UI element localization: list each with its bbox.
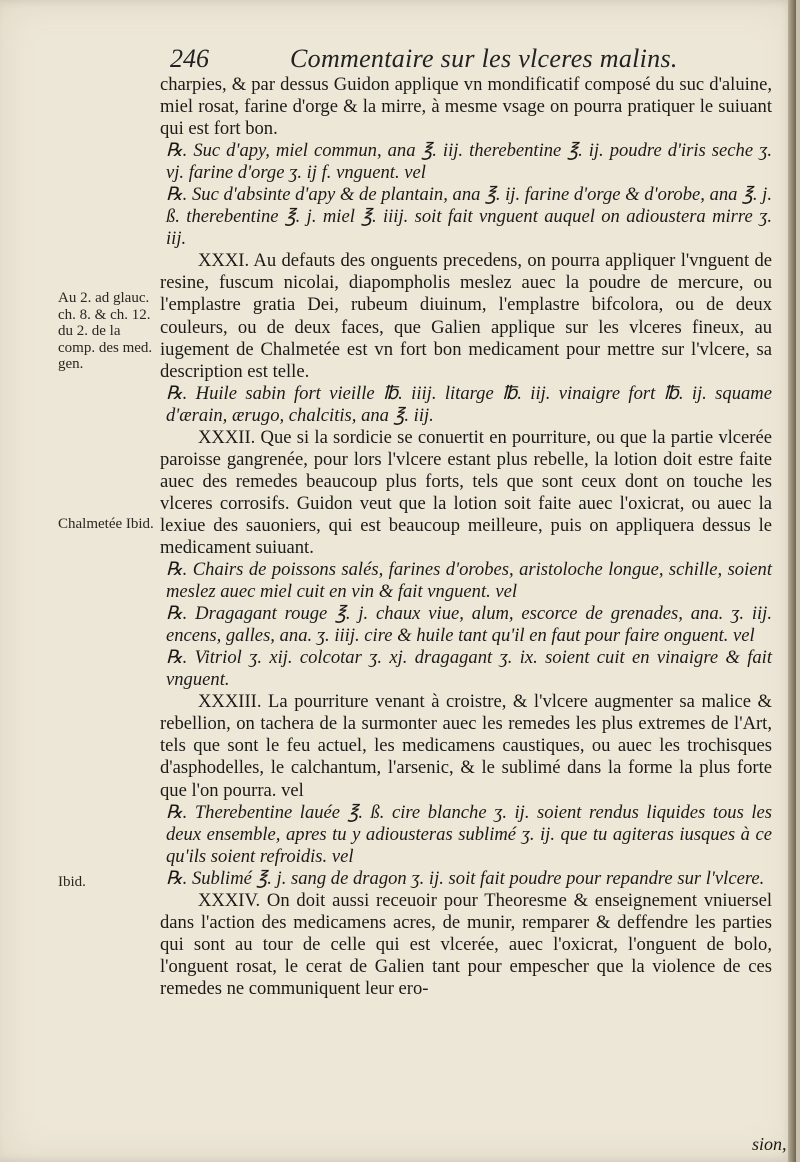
- margin-note-ibid: Ibid.: [58, 874, 86, 890]
- recipe-2: ℞. Suc d'absinte d'apy & de plantain, ana ℥. ij. farine d'orge & d'orobe, ana ℥. j. ß. therebentine ℥. j. miel ℥. iiij. soit fait vnguent auquel on adioustera mirre ʒ. iij.: [166, 184, 772, 250]
- catchword: sion,: [752, 1134, 787, 1154]
- margin-note-chalmetee: Chalmetée Ibid.: [58, 516, 154, 532]
- recipe-6: ℞. Vitriol ʒ. xij. colcotar ʒ. xj. dragagant ʒ. ix. soient cuit en vinaigre & fait vnguent.: [166, 647, 772, 691]
- book-spine-shadow: [788, 0, 796, 1162]
- recipe-5: ℞. Dragagant rouge ℥. j. chaux viue, alum, escorce de grenades, ana. ʒ. iij. encens, galles, ana. ʒ. iiij. cire & huile tant qu'il en faut pour faire onguent. vel: [166, 603, 772, 647]
- paragraph-xxxiv: XXXIV. On doit aussi receuoir pour Theoresme & enseignement vniuersel dans l'action des medicamens acres, de munir, remparer & deffendre les parties qui sont au tour de celle qui est vlcerée, auec l'oxicrat, l'onguent de bolo, l'onguent rosat, le cerat de Galien tant pour empescher que la violence de ces remedes ne communiquent leur ero-: [160, 889, 772, 999]
- recipe-3: ℞. Huile sabin fort vieille ℔. iiij. litarge ℔. iij. vinaigre fort ℔. ij. squame d'ærain, ærugo, chalcitis, ana ℥. iij.: [166, 382, 772, 426]
- paragraph-xxxiii: XXXIII. La pourriture venant à croistre, & l'vlcere augmenter sa malice & rebellion, on tachera de la surmonter auec les remedes les plus extremes de l'Art, tels que sont le feu actuel, les medicamens caustiques, ou auec les trochisques d'asphodelles, le calchantum, l'arsenic, & le sublimé dans la forme la plus forte que l'on pourra. vel: [160, 691, 772, 801]
- recipe-1: ℞. Suc d'apy, miel commun, ana ℥. iij. therebentine ℥. ij. poudre d'iris seche ʒ. vj. farine d'orge ʒ. ij f. vnguent. vel: [166, 140, 772, 184]
- paragraph-xxxii: XXXII. Que si la sordicie se conuertit en pourriture, ou que la partie vlcerée paroisse gangrenée, pour lors l'vlcere estant plus rebelle, la lotion doit estre faite auec des remedes beaucoup plus forts, tels que sont ceux dont on touche les vlceres corrosifs. Guidon veut que la lotion soit faite auec l'oxicrat, ou auec la lexiue des sauoniers, qui est beaucoup meilleure, puis on appliquera dessus le medicament suiuant.: [160, 426, 772, 558]
- recipe-8: ℞. Sublimé ℥. j. sang de dragon ʒ. ij. soit fait poudre pour repandre sur l'vlcere.: [166, 867, 765, 889]
- recipe-4: ℞. Chairs de poissons salés, farines d'orobes, aristoloche longue, schille, soient meslez auec miel cuit en vin & fait vnguent. vel: [166, 559, 772, 603]
- margin-note-reference: Au 2. ad glauc. ch. 8. & ch. 12. du 2. de la comp. des med. gen.: [58, 290, 153, 372]
- recipe-7: ℞. Therebentine lauée ℥. ß. cire blanche ʒ. ij. soient rendus liquides tous les deux ensemble, apres tu y adiousteras sublimé ʒ. ij. que tu agiteras iusques à ce qu'ils soient refroidis. vel: [166, 801, 772, 867]
- paragraph-xxxi: XXXI. Au defauts des onguents precedens, on pourra appliquer l'vnguent de resine, fuscum nicolai, diapompholis meslez auec la poudre de mercure, ou l'emplastre gratia Dei, rubeum diuinum, l'emplastre bifcolora, ou de deux couleurs, ou de deux faces, que Galien applique sur les vlceres fineux, au iugement de Chalmetée est vn fort bon medicament pour mettre sur l'vlcere, sa description est telle.: [160, 250, 772, 382]
- main-text: [160, 74, 772, 1000]
- page-number: 246: [170, 44, 209, 73]
- running-title: Commentaire sur les vlceres malins.: [290, 44, 678, 73]
- paragraph-continuation: charpies, & par dessus Guidon applique vn mondificatif composé du suc d'aluine, miel rosat, farine d'orge & la mirre, à mesme vsage on pourra pratiquer le suiuant qui est fort bon.: [160, 74, 772, 140]
